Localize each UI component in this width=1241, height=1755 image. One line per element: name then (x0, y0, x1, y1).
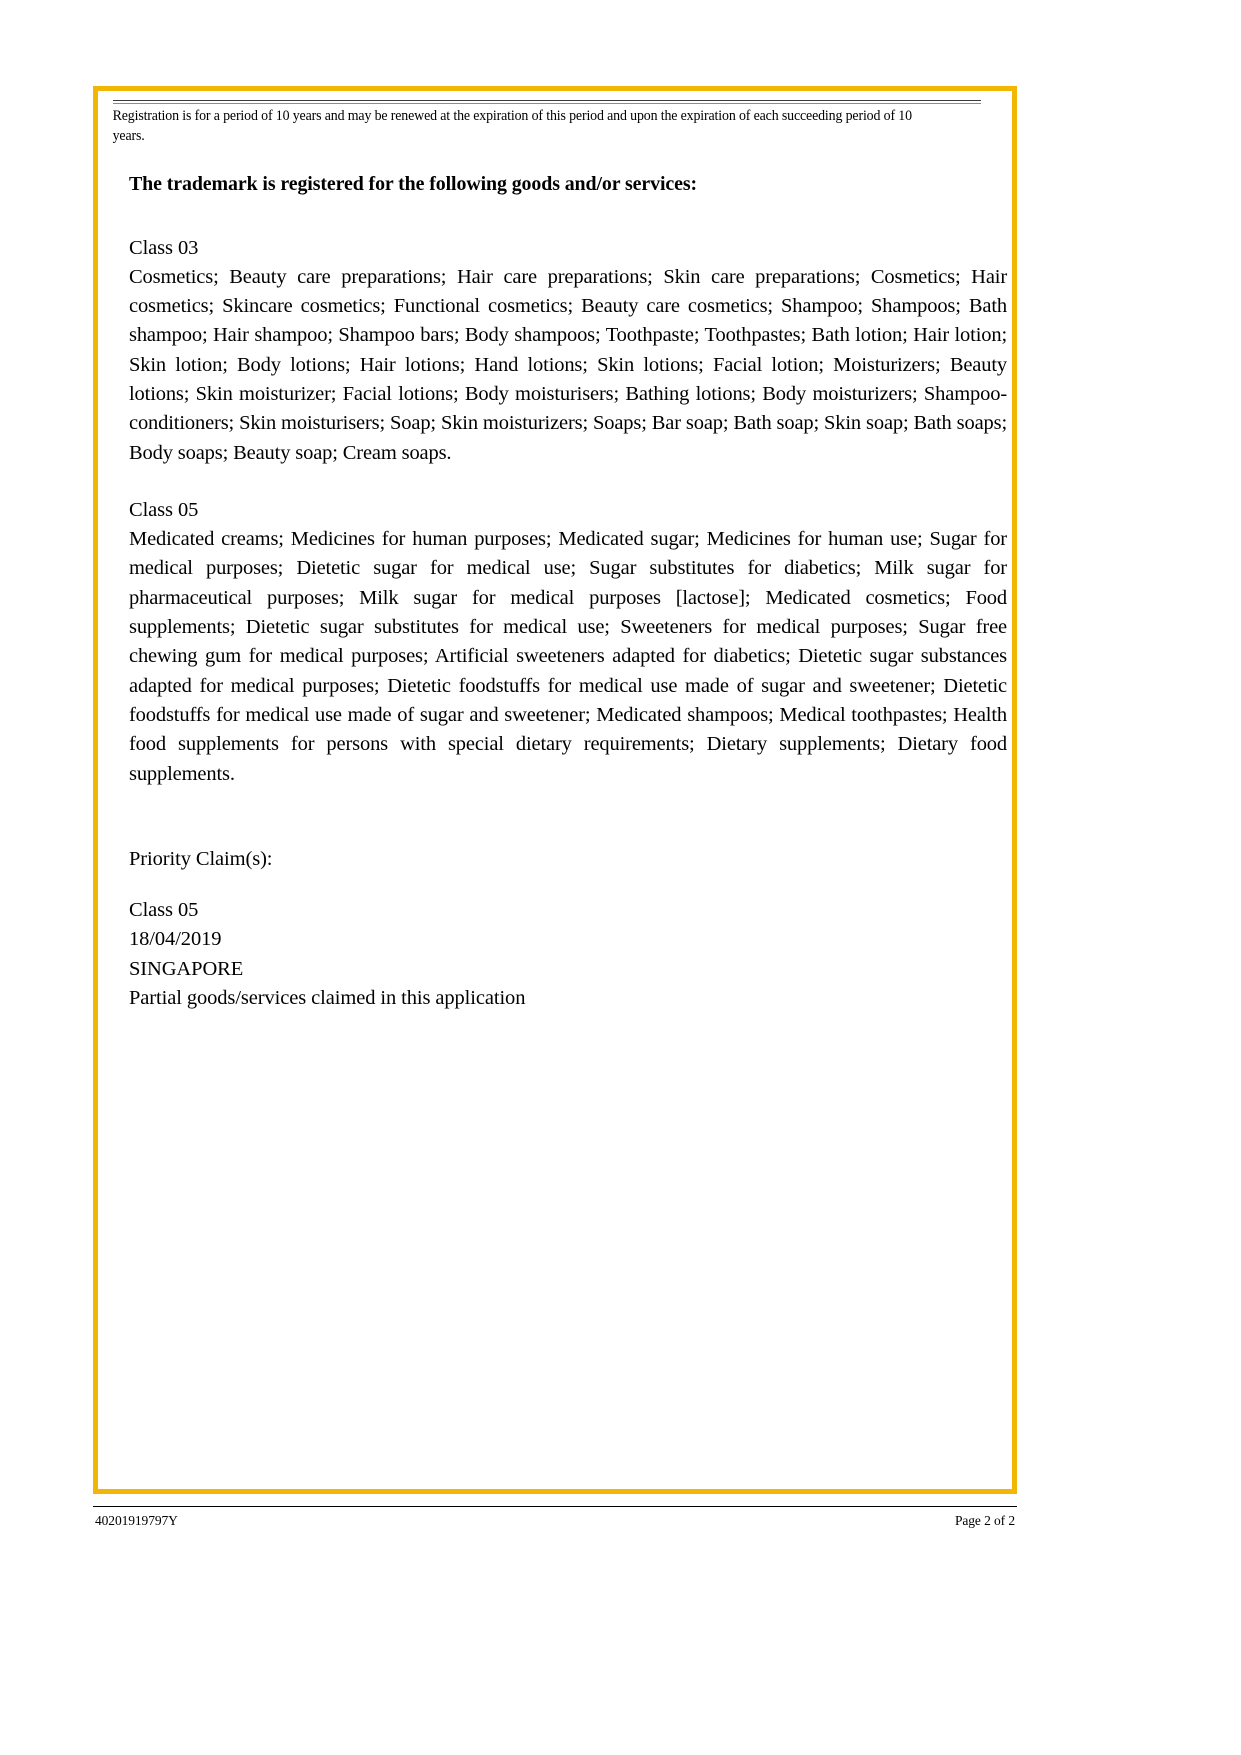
footer-page-number: Page 2 of 2 (954, 1513, 1015, 1528)
spacer (129, 468, 1007, 496)
spacer (129, 789, 1007, 845)
page-footer (93, 1506, 1017, 1546)
page-title: The trademark is registered for the following goods and/or services: (129, 173, 697, 195)
priority-country: SINGAPORE (129, 957, 244, 980)
class-goods-05: Medicated creams; Medicines for human purposes; Medicated sugar; Medicines for human use; Sugar for medical purposes; Dietetic sugar for medical use; Sugar substitutes for diabetics; Milk sugar for pharmaceutical purposes; Milk sugar for medical purposes [lactose]; Medicated cosmetics; Food supplements; Dietetic sugar substitutes for medical use; Sweeteners for medical purposes; Sugar free chewing gum for medical purposes; Artificial sweeteners adapted for diabetics; Dietetic sugar substances adapted for medical purposes; Dietetic foodstuffs for medical use made of sugar and sweetener; Dietetic foodstuffs for medical use made of sugar and sweetener; Medicated shampoos; Medical toothpastes; Health food supplements for persons with special dietary requirements; Dietary supplements; Dietary food supplements. (129, 528, 1007, 785)
priority-claims-block (129, 845, 1007, 1014)
priority-class-label: Class 05 (129, 899, 199, 922)
spacer (129, 197, 1007, 234)
class-label-05: Class 05 (129, 498, 199, 521)
class-goods-03: Cosmetics; Beauty care preparations; Hair care preparations; Skin care preparations; Cosmetics; Hair cosmetics; Skincare cosmetics; Functional cosmetics; Beauty care cosmetics; Shampoo; Shampoos; Bath shampoo; Hair shampoo; Shampoo bars; Body shampoos; Toothpaste; Toothpastes; Bath lotion; Hair lotion; Skin lotion; Body lotions; Hair lotions; Hand lotions; Skin lotions; Facial lotion; Moisturizers; Beauty lotions; Skin moisturizer; Facial lotions; Body moisturisers; Bathing lotions; Body moisturizers; Shampoo-conditioners; Skin moisturisers; Soap; Skin moisturizers; Soaps; Bar soap; Bath soap; Skin soap; Bath soaps; Body soaps; Beauty soap; Cream soaps. (129, 265, 1007, 464)
spacer (129, 874, 1007, 896)
class-entry-05 (129, 496, 1007, 789)
class-entry-03 (129, 234, 1007, 468)
class-label-03: Class 03 (129, 236, 199, 259)
registration-notice-text: Registration is for a period of 10 years and may be renewed at the expiration of this period and upon the expiration of each succeeding period of 10 years. (112, 108, 912, 144)
footer-divider (93, 1506, 1017, 1507)
priority-claims-heading: Priority Claim(s): (129, 847, 273, 870)
priority-scope: Partial goods/services claimed in this application (129, 987, 526, 1010)
page-content (103, 96, 1007, 1484)
priority-date: 18/04/2019 (129, 928, 222, 951)
footer-reference-number: 40201919797Y (95, 1513, 178, 1528)
goods-and-services-block (129, 172, 1007, 1013)
